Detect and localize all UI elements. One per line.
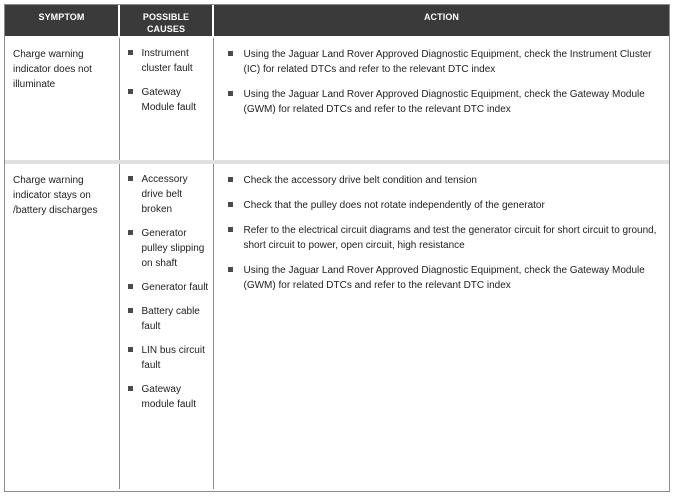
causes-list	[124, 46, 211, 115]
action-list	[224, 173, 660, 293]
list-item	[224, 198, 660, 213]
list-item	[224, 173, 660, 188]
cause-text: LIN bus circuit fault	[141, 345, 205, 371]
causes-list	[124, 172, 211, 412]
square-bullet-icon	[228, 91, 233, 96]
list-item	[124, 85, 211, 115]
header-symptom: SYMPTOM	[5, 5, 119, 37]
action-text: Refer to the electrical circuit diagrams and test the generator circuit for short circuit to ground, short circuit to power, open circuit, high resistance	[243, 225, 657, 251]
cause-text: Battery cable fault	[141, 306, 200, 332]
square-bullet-icon	[228, 267, 233, 272]
table-header-row	[5, 5, 669, 37]
cause-text: Accessory drive belt broken	[141, 174, 188, 215]
square-bullet-icon	[128, 347, 133, 352]
list-item	[224, 223, 660, 253]
square-bullet-icon	[128, 230, 133, 235]
header-action: ACTION	[213, 5, 669, 37]
square-bullet-icon	[128, 386, 133, 391]
list-item	[124, 343, 211, 373]
square-bullet-icon	[228, 51, 233, 56]
symptom-cell: Charge warning indicator does not illuminate	[5, 37, 119, 162]
square-bullet-icon	[128, 50, 133, 55]
list-item	[224, 87, 660, 117]
list-item	[124, 382, 211, 412]
list-item	[224, 263, 660, 293]
action-text: Using the Jaguar Land Rover Approved Diagnostic Equipment, check the Instrument Cluster (IC) for related DTCs and refer to the relevant DTC index	[243, 49, 652, 75]
action-cell	[213, 37, 669, 162]
list-item	[124, 172, 211, 217]
square-bullet-icon	[128, 89, 133, 94]
action-text: Check the accessory drive belt condition and tension	[243, 175, 477, 186]
action-text: Using the Jaguar Land Rover Approved Diagnostic Equipment, check the Gateway Module (GWM) for related DTCs and refer to the relevant DTC index	[243, 265, 645, 291]
cause-text: Gateway module fault	[141, 384, 196, 410]
diagnostic-table-frame	[4, 4, 670, 492]
action-text: Using the Jaguar Land Rover Approved Diagnostic Equipment, check the Gateway Module (GWM) for related DTCs and refer to the relevant DTC index	[243, 89, 645, 115]
symptom-cell: Charge warning indicator stays on /battery discharges	[5, 162, 119, 489]
square-bullet-icon	[128, 176, 133, 181]
causes-cell	[119, 162, 213, 489]
list-item	[124, 280, 211, 295]
symptom-chart-table	[5, 5, 669, 489]
square-bullet-icon	[228, 202, 233, 207]
cause-text: Instrument cluster fault	[141, 48, 193, 74]
table-row	[5, 162, 669, 489]
table-row	[5, 37, 669, 162]
square-bullet-icon	[128, 308, 133, 313]
action-text: Check that the pulley does not rotate independently of the generator	[243, 200, 545, 211]
square-bullet-icon	[228, 227, 233, 232]
list-item	[224, 47, 660, 77]
causes-cell	[119, 37, 213, 162]
action-list	[224, 47, 660, 117]
list-item	[124, 304, 211, 334]
list-item	[124, 46, 211, 76]
square-bullet-icon	[228, 177, 233, 182]
cause-text: Generator pulley slipping on shaft	[141, 228, 205, 269]
cause-text: Generator fault	[141, 282, 209, 293]
header-possible-causes: POSSIBLE CAUSES	[119, 5, 213, 37]
square-bullet-icon	[128, 284, 133, 289]
cause-text: Gateway Module fault	[141, 87, 196, 113]
list-item	[124, 226, 211, 271]
action-cell	[213, 162, 669, 489]
